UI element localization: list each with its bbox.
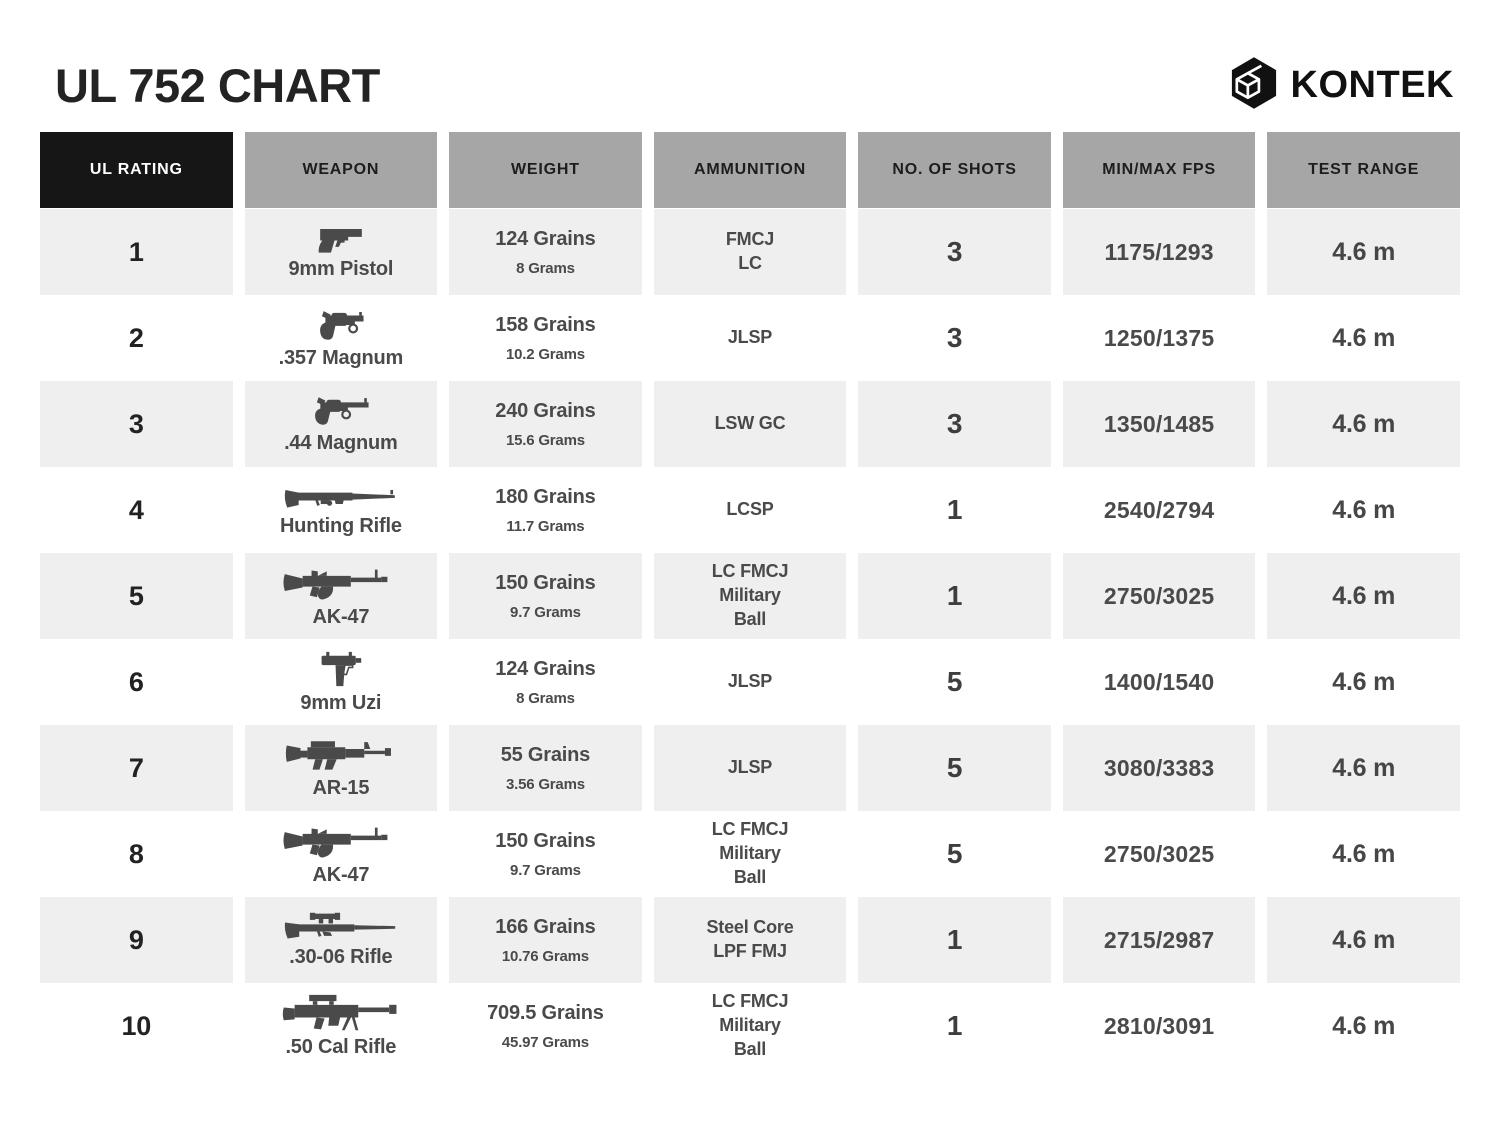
ul-rating-value: 3 <box>128 408 144 439</box>
ul-rating-value: 10 <box>121 1010 152 1041</box>
pistol-icon <box>318 223 364 255</box>
weight-grams: 11.7 Grams <box>506 517 585 535</box>
page-title: UL 752 CHART <box>55 58 380 112</box>
shots-cell <box>858 811 1051 897</box>
ammunition-cell <box>654 725 847 811</box>
weapon-cell <box>245 725 438 811</box>
revolver-icon <box>315 306 367 344</box>
weight-grams: 15.6 Grams <box>505 431 585 449</box>
scoped-rifle-icon <box>282 911 400 943</box>
ammunition-line: LCSP <box>726 499 774 520</box>
weight-grams: 8 Grams <box>516 259 575 277</box>
weight-grams: 9.7 Grams <box>510 603 581 621</box>
range-value: 4.6 m <box>1332 925 1396 954</box>
range-cell <box>1267 897 1460 983</box>
ammunition-line: Military <box>719 585 781 606</box>
weight-grams: 3.56 Grams <box>505 775 585 793</box>
fps-cell <box>1063 295 1256 381</box>
ammunition-cell <box>654 209 847 295</box>
shots-value: 1 <box>946 494 963 525</box>
ul-rating-cell <box>40 295 233 381</box>
ul752-table <box>40 132 1460 1069</box>
weight-grams: 45.97 Grams <box>501 1033 589 1051</box>
fps-value: 1250/1375 <box>1103 324 1215 351</box>
table-row <box>40 725 1460 811</box>
fps-value: 2715/2987 <box>1103 926 1215 953</box>
shots-cell <box>858 725 1051 811</box>
range-value: 4.6 m <box>1332 1011 1396 1040</box>
weapon-name: .44 Magnum <box>284 432 398 454</box>
fps-cell <box>1063 209 1256 295</box>
range-cell <box>1267 725 1460 811</box>
ul-rating-value: 5 <box>128 580 144 611</box>
ul-rating-value: 7 <box>128 752 144 783</box>
weight-grains: 180 Grains <box>495 485 596 508</box>
weight-grains: 150 Grains <box>495 829 596 852</box>
ammunition-line: FMCJ <box>725 229 775 250</box>
weapon-name: .50 Cal Rifle <box>285 1036 397 1058</box>
ul-rating-value: 8 <box>128 838 144 869</box>
table-row <box>40 295 1460 381</box>
shots-cell <box>858 639 1051 725</box>
table-row <box>40 467 1460 553</box>
weight-cell <box>449 209 642 295</box>
table-row <box>40 811 1460 897</box>
column-header-ul-rating: UL RATING <box>40 132 233 208</box>
range-cell <box>1267 209 1460 295</box>
column-header-weight: WEIGHT <box>449 132 642 208</box>
shots-value: 5 <box>946 838 963 869</box>
fps-cell <box>1063 467 1256 553</box>
weapon-cell <box>245 209 438 295</box>
fps-value: 2540/2794 <box>1103 496 1215 523</box>
fps-cell <box>1063 725 1256 811</box>
ak47-icon <box>283 821 399 861</box>
ul-rating-value: 4 <box>128 494 144 525</box>
column-header-no-of-shots: NO. OF SHOTS <box>858 132 1051 208</box>
ammunition-cell <box>654 381 847 467</box>
ammunition-line: JLSP <box>727 757 773 778</box>
ul-rating-cell <box>40 381 233 467</box>
ammunition-line: LC FMCJ <box>711 991 789 1012</box>
table-row <box>40 381 1460 467</box>
ammunition-line: LPF FMJ <box>713 941 787 961</box>
weapon-name: Hunting Rifle <box>279 515 402 537</box>
shots-cell <box>858 553 1051 639</box>
weight-grains: 240 Grains <box>495 399 596 422</box>
column-header-ammunition: AMMUNITION <box>654 132 847 208</box>
kontek-hex-cube-icon <box>1227 56 1281 115</box>
shots-cell <box>858 295 1051 381</box>
fps-cell <box>1063 381 1256 467</box>
ul-rating-cell <box>40 725 233 811</box>
weapon-cell <box>245 897 438 983</box>
weight-grains: 166 Grains <box>495 915 596 938</box>
ammunition-cell <box>654 897 847 983</box>
range-value: 4.6 m <box>1332 667 1396 696</box>
fps-cell <box>1063 639 1256 725</box>
ammunition-line: JLSP <box>727 671 773 692</box>
shots-value: 1 <box>946 1010 963 1041</box>
range-value: 4.6 m <box>1332 323 1396 352</box>
table-row <box>40 897 1460 983</box>
fps-value: 1350/1485 <box>1103 410 1215 437</box>
weight-grains: 124 Grains <box>495 227 596 250</box>
weight-grains: 55 Grains <box>500 743 591 766</box>
weapon-cell <box>245 639 438 725</box>
ammunition-cell <box>654 639 847 725</box>
weapon-name: AR-15 <box>312 777 370 799</box>
weight-cell <box>449 553 642 639</box>
fps-value: 1175/1293 <box>1104 238 1214 265</box>
weapon-cell <box>245 983 438 1069</box>
ammunition-cell <box>654 983 847 1069</box>
shots-value: 5 <box>946 752 963 783</box>
fps-cell <box>1063 811 1256 897</box>
shots-value: 3 <box>946 408 963 439</box>
weapon-cell <box>245 381 438 467</box>
weapon-cell <box>245 467 438 553</box>
table-row <box>40 983 1460 1069</box>
ammunition-line: Military <box>719 1015 781 1036</box>
ammunition-line: LC FMCJ <box>711 561 789 582</box>
column-header-min-max-fps: MIN/MAX FPS <box>1063 132 1256 208</box>
shots-cell <box>858 467 1051 553</box>
ar15-icon <box>285 736 397 774</box>
range-cell <box>1267 295 1460 381</box>
ammunition-cell <box>654 467 847 553</box>
weight-cell <box>449 467 642 553</box>
shots-cell <box>858 897 1051 983</box>
brand-logo <box>1227 56 1454 115</box>
ul-rating-cell <box>40 553 233 639</box>
shots-value: 1 <box>946 924 963 955</box>
long-revolver-icon <box>310 393 372 429</box>
range-value: 4.6 m <box>1332 839 1396 868</box>
fps-value: 2750/3025 <box>1103 582 1215 609</box>
fps-cell <box>1063 897 1256 983</box>
ammunition-line: Ball <box>733 608 767 629</box>
ammunition-line: Ball <box>733 866 767 887</box>
weight-grams: 10.76 Grams <box>501 947 589 965</box>
ul-rating-value: 6 <box>128 666 144 697</box>
range-cell <box>1267 467 1460 553</box>
table-row <box>40 639 1460 725</box>
ammunition-line: Military <box>719 843 781 864</box>
top-bar <box>0 0 1500 118</box>
range-cell <box>1267 381 1460 467</box>
weight-cell <box>449 811 642 897</box>
ul-rating-value: 2 <box>128 322 144 353</box>
weight-cell <box>449 381 642 467</box>
ul-rating-value: 9 <box>128 924 144 955</box>
weapon-name: AK-47 <box>312 864 370 886</box>
range-value: 4.6 m <box>1332 753 1396 782</box>
column-header-weapon: WEAPON <box>245 132 438 208</box>
weight-grains: 150 Grains <box>495 571 596 594</box>
ul-rating-value: 1 <box>128 236 144 267</box>
weapon-cell <box>245 553 438 639</box>
shots-value: 3 <box>946 236 963 267</box>
fps-value: 3080/3383 <box>1103 754 1215 781</box>
shots-cell <box>858 983 1051 1069</box>
range-cell <box>1267 639 1460 725</box>
weight-grains: 158 Grains <box>495 313 596 336</box>
fps-value: 2750/3025 <box>1103 840 1215 867</box>
ammunition-line: LSW GC <box>714 413 786 434</box>
ammunition-cell <box>654 553 847 639</box>
ammunition-line: LC FMCJ <box>711 819 789 840</box>
ul-rating-cell <box>40 467 233 553</box>
range-value: 4.6 m <box>1332 581 1396 610</box>
cal50-rifle-icon <box>281 993 401 1033</box>
ammunition-line: JLSP <box>727 327 773 348</box>
weight-cell <box>449 897 642 983</box>
range-cell <box>1267 811 1460 897</box>
shots-value: 3 <box>946 322 963 353</box>
table-row <box>40 209 1460 295</box>
range-cell <box>1267 983 1460 1069</box>
ul-rating-cell <box>40 897 233 983</box>
ammunition-line: Steel Core <box>706 917 794 938</box>
ul-rating-cell <box>40 639 233 725</box>
ammunition-line: Ball <box>733 1038 767 1059</box>
shots-value: 1 <box>946 580 963 611</box>
weight-grains: 124 Grains <box>495 657 596 680</box>
table-row <box>40 553 1460 639</box>
weapon-cell <box>245 295 438 381</box>
weapon-cell <box>245 811 438 897</box>
column-header-test-range: TEST RANGE <box>1267 132 1460 208</box>
weight-cell <box>449 983 642 1069</box>
weapon-name: AK-47 <box>312 606 370 628</box>
weight-grams: 9.7 Grams <box>510 861 581 879</box>
weight-cell <box>449 725 642 811</box>
ammunition-cell <box>654 295 847 381</box>
weight-grams: 10.2 Grams <box>505 345 585 363</box>
ammunition-cell <box>654 811 847 897</box>
weapon-name: 9mm Pistol <box>288 258 394 280</box>
range-value: 4.6 m <box>1332 237 1396 266</box>
brand-name: KONTEK <box>1290 63 1454 106</box>
shots-cell <box>858 209 1051 295</box>
ul-rating-cell <box>40 811 233 897</box>
fps-cell <box>1063 983 1256 1069</box>
fps-cell <box>1063 553 1256 639</box>
fps-value: 1400/1540 <box>1103 668 1215 695</box>
table-body <box>40 209 1460 1069</box>
range-value: 4.6 m <box>1332 495 1396 524</box>
ak47-icon <box>283 563 399 603</box>
weight-cell <box>449 295 642 381</box>
weapon-name: .30-06 Rifle <box>289 946 393 968</box>
weight-grams: 8 Grams <box>516 689 575 707</box>
hunting-rifle-icon <box>282 482 400 512</box>
fps-value: 2810/3091 <box>1103 1012 1215 1039</box>
weapon-name: 9mm Uzi <box>300 692 382 714</box>
ul-rating-cell <box>40 209 233 295</box>
weight-grains: 709.5 Grains <box>487 1001 604 1024</box>
shots-cell <box>858 381 1051 467</box>
range-value: 4.6 m <box>1332 409 1396 438</box>
ammunition-line: LC <box>738 253 762 273</box>
ul-rating-cell <box>40 983 233 1069</box>
shots-value: 5 <box>946 666 963 697</box>
uzi-icon <box>320 649 362 689</box>
weight-cell <box>449 639 642 725</box>
weapon-name: .357 Magnum <box>278 347 404 369</box>
range-cell <box>1267 553 1460 639</box>
table-header-row <box>40 132 1460 208</box>
